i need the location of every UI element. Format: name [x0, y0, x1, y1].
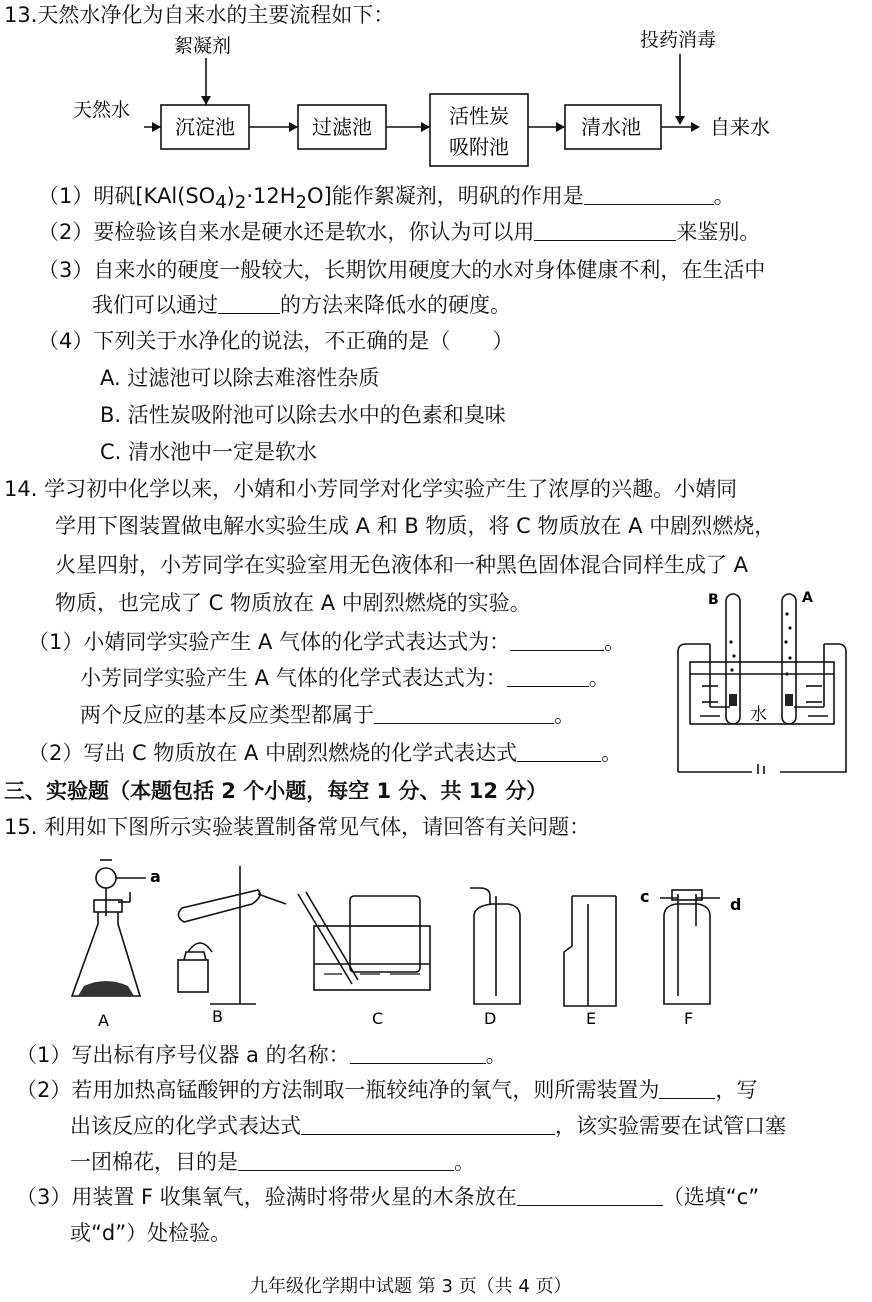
water-purification-flowchart [60, 30, 820, 180]
flow-disinfect-label: 投药消毒 [640, 30, 717, 51]
flow-box3-text2: 吸附池 [449, 135, 509, 159]
q13-part3-line2: 我们可以通过 的方法来降低水的硬度。 [92, 293, 511, 317]
flow-output-label: 自来水 [710, 115, 770, 139]
q14-part2: （2）写出 C 物质放在 A 中剧烈燃烧的化学式表达式 。 [28, 741, 623, 765]
flow-box3-text1: 活性炭 [449, 104, 509, 128]
q15-part1: （1）写出标有序号仪器 a 的名称： 。 [16, 1043, 507, 1067]
apparatus-label-c: C [372, 1009, 384, 1028]
flow-box2-text: 过滤池 [312, 115, 372, 139]
q14-1a-answer-blank[interactable] [510, 628, 604, 651]
q15-title: 15. 利用如下图所示实验装置制备常见气体，请回答有关问题： [4, 815, 591, 839]
gas-preparation-apparatus-figure [60, 856, 760, 1031]
apparatus-d-pointer-label: d [730, 895, 742, 914]
q14-stem-line3: 火星四射，小芳同学在实验室用无色液体和一种黑色固体混合同样生成了 A [55, 553, 749, 577]
apparatus-label-a: A [98, 1011, 109, 1030]
flow-input-label: 天然水 [73, 99, 131, 121]
q14-stem-line1: 14. 学习初中化学以来，小婧和小芳同学对化学实验产生了浓厚的兴趣。小婧同 [4, 477, 738, 501]
section-3-heading: 三、实验题（本题包括 2 个小题，每空 1 分、共 12 分） [4, 779, 548, 803]
electrolysis-apparatus-figure [672, 582, 852, 774]
flow-box1-text: 沉淀池 [175, 115, 235, 139]
electrolysis-water-label: 水 [750, 705, 767, 725]
q13-part3-line1: （3）自来水的硬度一般较大，长期饮用硬度大的水对身体健康不利，在生活中 [38, 258, 766, 282]
flow-box4-text: 清水池 [581, 115, 641, 139]
q15-2b-answer-blank[interactable] [301, 1112, 555, 1135]
electrolysis-label-a: A [802, 590, 813, 606]
apparatus-label-b: B [212, 1007, 223, 1026]
q13-part4: （4）下列关于水净化的说法，不正确的是（ ） [38, 329, 514, 353]
q14-stem-line2: 学用下图装置做电解水实验生成 A 和 B 物质，将 C 物质放在 A 中剧烈燃烧， [55, 514, 776, 538]
q15-part3-line1: （3）用装置 F 收集氧气，验满时将带火星的木条放在 （选填“c” [16, 1185, 760, 1209]
q15-2c-answer-blank[interactable] [238, 1148, 454, 1171]
apparatus-a-pointer-label: a [150, 867, 161, 886]
q14-part1-b: 小芳同学实验产生 A 气体的化学式表达式为： 。 [80, 666, 610, 690]
q14-part1-c: 两个反应的基本反应类型都属于 。 [80, 703, 575, 727]
q13-title: 13.天然水净化为自来水的主要流程如下： [4, 3, 395, 27]
q15-1-answer-blank[interactable] [350, 1041, 486, 1064]
flow-flocculant-label: 絮凝剂 [174, 35, 232, 57]
q13-1-answer-blank[interactable] [584, 182, 714, 205]
q15-part2-line1: （2）若用加热高锰酸钾的方法制取一瓶较纯净的氧气，则所需装置为 ，写 [16, 1078, 758, 1102]
q15-part2-line3: 一团棉花，目的是 。 [70, 1150, 475, 1174]
q14-1c-answer-blank[interactable] [374, 701, 554, 724]
q14-stem-line4: 物质，也完成了 C 物质放在 A 中剧烈燃烧的实验。 [55, 591, 531, 615]
q15-part3-line2: 或“d”）处检验。 [70, 1221, 232, 1245]
q13-option-b: B. 活性炭吸附池可以除去水中的色素和臭味 [100, 403, 506, 427]
q13-2-answer-blank[interactable] [534, 218, 676, 241]
q15-2a-answer-blank[interactable] [659, 1076, 715, 1099]
q15-part2-line2: 出该反应的化学式表达式 ，该实验需要在试管口塞 [70, 1114, 786, 1138]
q13-part1: （1）明矾$[KAl(SO_4)_2\cdot 12H_2O]$能作絮凝剂，明矾的作用是 。 [38, 184, 735, 214]
q13-option-a: A. 过滤池可以除去难溶性杂质 [100, 366, 380, 390]
apparatus-c-pointer-label: c [640, 887, 650, 906]
q13-part2: （2）要检验该自来水是硬水还是软水，你认为可以用 来鉴别。 [38, 220, 761, 244]
page-footer: 九年级化学期中试题 第 3 页（共 4 页） [250, 1276, 572, 1297]
electrolysis-label-b: B [708, 592, 719, 608]
q14-part1-a: （1）小婧同学实验产生 A 气体的化学式表达式为： 。 [28, 630, 626, 654]
q13-3-answer-blank[interactable] [218, 291, 280, 314]
q13-option-c: C. 清水池中一定是软水 [100, 440, 318, 464]
apparatus-label-d: D [484, 1009, 497, 1028]
q15-3-answer-blank[interactable] [517, 1183, 663, 1206]
apparatus-label-f: F [684, 1009, 694, 1028]
q14-1b-answer-blank[interactable] [507, 664, 589, 687]
q14-2-answer-blank[interactable] [517, 739, 601, 762]
apparatus-label-e: E [586, 1009, 597, 1028]
